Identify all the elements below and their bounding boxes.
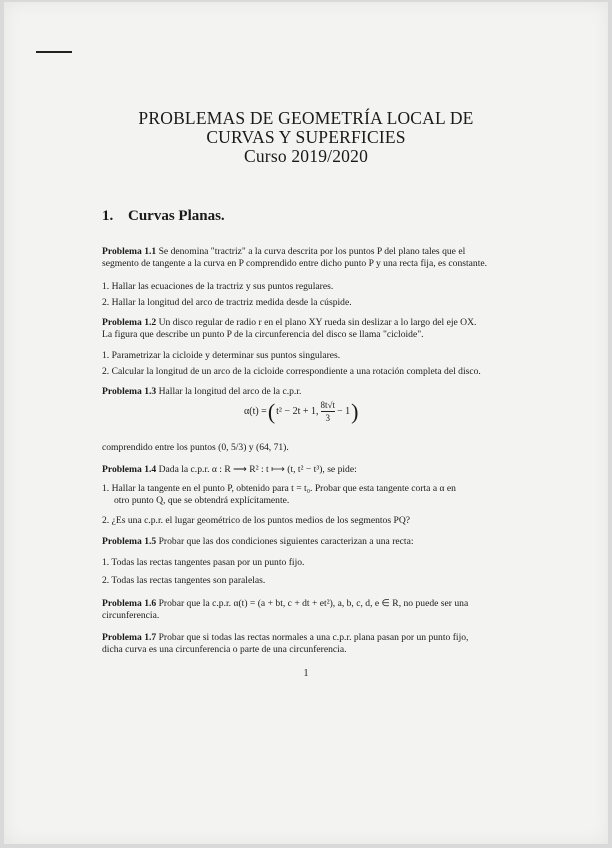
problem-1-3-text: comprendido entre los puntos (0, 5/3) y (64, 71). [102, 442, 289, 453]
problem-1-3 [102, 386, 532, 398]
section-number: 1. [102, 208, 114, 224]
problem-label: Problema 1.4 [102, 464, 157, 475]
page-number: 1 [303, 668, 309, 679]
formula-alpha: α(t) = ( t² − 2t + 1, $\frac{8t√t}{3}$ − 1 ) [244, 398, 359, 424]
problem-label: Problema 1.7 [102, 632, 157, 643]
problem-text: segmento de tangente a la curva en P comprendido entre dicho punto P y una recta fija, es constante. [102, 258, 488, 269]
problem-text: circunferencia. [102, 610, 160, 621]
problem-1-1-item-2: 2. Hallar la longitud del arco de tractriz medida desde la cúspide. [102, 297, 352, 308]
document-page [4, 2, 608, 844]
problem-text: Dada la c.p.r. α : R ⟶ R² : t ⟼ (t, t² − t³), se pide: [156, 464, 357, 475]
problem-text: Un disco regular de radio r en el plano XY rueda sin deslizar a lo largo del eje OX. [156, 317, 477, 328]
title-line-1: PROBLEMAS DE GEOMETRÍA LOCAL DE [138, 108, 474, 128]
section-title: Curvas Planas. [128, 208, 225, 224]
problem-text: Probar que la c.p.r. α(t) = (a + bt, c + dt + et²), a, b, c, d, e ∈ R, no puede ser una [156, 598, 469, 609]
problem-1-5-item-2: 2. Todas las rectas tangentes son paralelas. [102, 575, 266, 586]
section-heading [102, 208, 225, 225]
problem-1-7 [102, 632, 532, 656]
formula-second-term: − 1 [336, 406, 351, 417]
problem-1-5-item-1: 1. Todas las rectas tangentes pasan por un punto fijo. [102, 557, 305, 568]
problem-1-1-item-1: 1. Hallar las ecuaciones de la tractriz y sus puntos regulares. [102, 281, 334, 292]
problem-label: Problema 1.5 [102, 536, 157, 547]
problem-1-2-item-1: 1. Parametrizar la cicloide y determinar sus puntos singulares. [102, 350, 341, 361]
problem-text: dicha curva es una circunferencia o parte de una circunferencia. [102, 644, 347, 655]
problem-1-4 [102, 464, 532, 476]
formula-first-term: t² − 2t + 1, [276, 406, 319, 417]
problem-text: Probar que las dos condiciones siguientes caracterizan a una recta: [156, 536, 414, 547]
problem-label: Problema 1.3 [102, 386, 157, 397]
corner-mark [36, 51, 72, 53]
problem-1-2-item-2: 2. Calcular la longitud de un arco de la cicloide correspondiente a una rotación completa del disco. [102, 366, 481, 377]
problem-1-5 [102, 536, 532, 548]
problem-1-4-item-1: 1. Hallar la tangente en el punto P, obtenido para t = t₀. Probar que esta tangente corta a α en otro punto Q, que se obtendrá explícitamente. [102, 483, 456, 506]
problem-1-4-item-2: 2. ¿Es una c.p.r. el lugar geométrico de los puntos medios de los segmentos PQ? [102, 515, 411, 526]
problem-1-2 [102, 317, 532, 341]
problem-label: Problema 1.2 [102, 317, 157, 328]
formula-lhs: α(t) = [244, 406, 267, 417]
problem-text: Probar que si todas las rectas normales a una c.p.r. plana pasan por un punto fijo, [156, 632, 469, 643]
problem-text: Se denomina "tractriz" a la curva descrita por los puntos P del plano tales que el [156, 246, 466, 257]
problem-text: Hallar la longitud del arco de la c.p.r. [156, 386, 302, 397]
problem-label: Problema 1.6 [102, 598, 157, 609]
problem-text: La figura que describe un punto P de la circunferencia del disco se llama "cicloide". [102, 329, 424, 340]
title-line-2: CURVAS Y SUPERFICIES [206, 127, 406, 147]
problem-1-6 [102, 598, 532, 622]
formula-fraction: $\frac{8t√t}{3}$ [320, 400, 335, 423]
problem-label: Problema 1.1 [102, 246, 157, 257]
title-line-3: Curso 2019/2020 [243, 146, 369, 166]
problem-1-1 [102, 246, 532, 270]
